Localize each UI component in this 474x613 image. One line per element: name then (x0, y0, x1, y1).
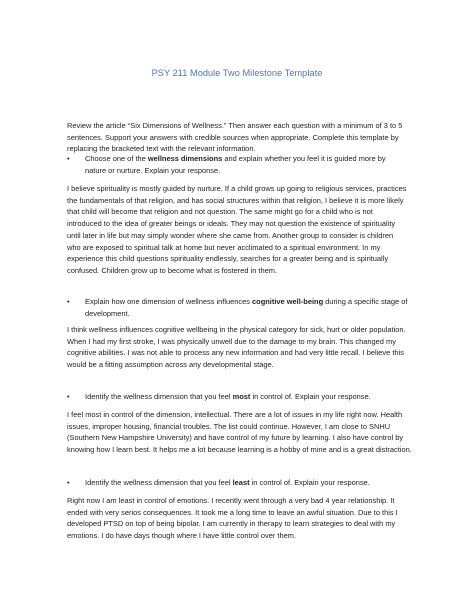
answer-line: the fundamentals of that religion, and has social structures within that religion, I believe it is more likely (67, 195, 404, 205)
answer-line: Right now I am least in control of emotions. I recently went through a very bad 4 year relationship. It (67, 496, 395, 505)
prompt-emphasis: most (232, 392, 251, 401)
question-prompt (85, 391, 385, 403)
prompt-text: in control of. Explain your response. (250, 392, 371, 401)
answer-line: I feel most in control of the dimension, intellectual. There are a lot of issues in my life right now. Health (67, 410, 403, 419)
question-prompt (85, 296, 408, 319)
answer-line: experience this child questions spirituality endlessly, searches for a greater being and is spiritually (67, 254, 389, 264)
answer-line: emotions. I do have days though where I have little control over them. (67, 531, 297, 541)
prompt-text: development. (85, 308, 130, 318)
prompt-emphasis: cognitive well-being (252, 297, 324, 306)
document-title: PSY 211 Module Two Milestone Template (151, 68, 323, 78)
answer-line: When I had my first stroke, I was physically unwell due to the damage to my brain. This changed my (67, 336, 396, 346)
answer-line: I think wellness influences cognitive wellbeing in the physical category for sick, hurt or older population. (67, 325, 406, 334)
answer-2 (67, 324, 407, 371)
prompt-emphasis: least (232, 478, 250, 487)
prompt-emphasis: wellness dimensions (147, 154, 223, 163)
prompt-text: and explain whether you feel it is guided more by (222, 154, 386, 163)
answer-line: knowing how I learn best. It helps me a lot because learning is a hobby of mine and is a great distraction. (67, 445, 412, 455)
question-prompt (85, 153, 385, 176)
intro-paragraph (67, 120, 407, 155)
prompt-text: nature or nurture. Explain your response. (85, 165, 221, 175)
bullet-icon: • (67, 478, 70, 487)
answer-line: would be a fitting assumption across any developmental stage. (67, 360, 274, 370)
bullet-icon: • (67, 392, 70, 401)
intro-line: Review the article “Six Dimensions of Wellness.” Then answer each question with a minimum of 3 to 5 (67, 121, 403, 130)
answer-line: who are exposed to spiritual talk at home but never acclimated to a spiritual environment. In my (67, 242, 381, 252)
answer-line: issues, improper housing, financial troubles. The list could continue. However, I am close to SNHU (67, 421, 391, 431)
bullet-icon: • (67, 297, 70, 306)
question-prompt (85, 477, 385, 489)
answer-line: introduced to the idea of greater beings or ideals. They may not question the existence of spirituality (67, 219, 396, 229)
answer-line: ended with very serios consequences. It took me a long time to leave an awful situation. Due to this I (67, 507, 398, 517)
answer-1 (67, 183, 407, 277)
answer-line: cognitive abilities. I was not able to process any new information and had very little recall. I believe this (67, 348, 404, 358)
bullet-icon: • (67, 154, 70, 163)
answer-line: until later in life but may simply wonder where she came from. Another group to consider is children (67, 230, 394, 240)
answer-3 (67, 409, 412, 456)
prompt-text: Choose one of the (85, 154, 148, 163)
prompt-text: during a specific stage of (323, 297, 408, 306)
prompt-text: Explain how one dimension of wellness influences (85, 297, 253, 306)
answer-4 (67, 495, 407, 542)
answer-line: (Southern New Hampshire University) and have control of my future by learning. I also have control by (67, 433, 404, 443)
prompt-text: Identify the wellness dimension that you feel (85, 478, 233, 487)
answer-line: that child will become that religion and not question. The same might go for a child who is not (67, 207, 373, 217)
prompt-text: Identify the wellness dimension that you feel (85, 392, 233, 401)
intro-line: sentences. Support your answers with credible sources when appropriate. Complete this template by (67, 132, 399, 142)
answer-line: I believe spirituality is mostly guided by nurture. If a child grows up going to religious services, practices (67, 184, 407, 193)
answer-line: developed PTSD on top of being bipolar. I am currently in therapy to learn strategies to deal with my (67, 519, 396, 529)
answer-line: confused. Children grow up to become what is fostered in them. (67, 265, 278, 275)
intro-line: replacing the bracketed text with the relevant information. (67, 144, 256, 154)
prompt-text: in control of. Explain your response. (249, 478, 370, 487)
